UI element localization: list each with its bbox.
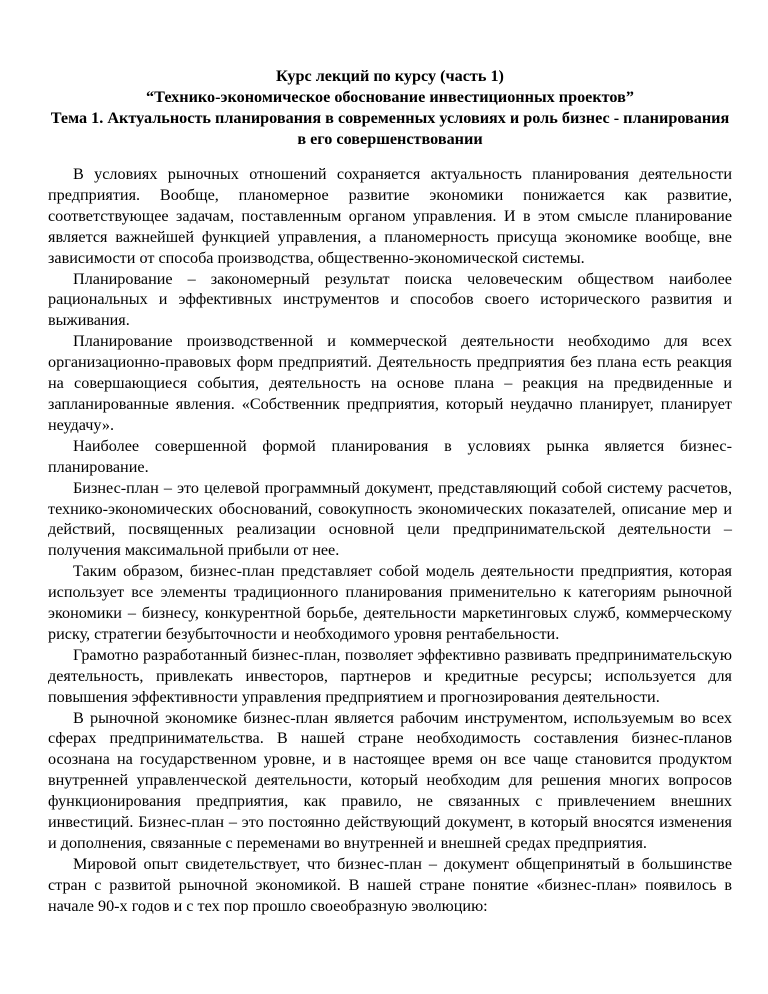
document-header	[48, 66, 732, 150]
paragraph: Мировой опыт свидетельствует, что бизнес-план – документ общепринятый в большинстве стран с развитой рыночной экономикой. В нашей стране понятие «бизнес-план» появилось в начале 90-х годов и с тех пор прошло своеобразную эволюцию:	[48, 854, 732, 915]
course-title: Курс лекций по курсу (часть 1)	[276, 67, 504, 85]
course-subject: “Технико-экономическое обоснование инвестиционных проектов”	[146, 88, 634, 106]
paragraph: Бизнес-план – это целевой программный документ, представляющий собой систему расчетов, технико-экономических обоснований, совокупность экономических показателей, описание мер и действий, посвященных реализации основной цели предпринимательской деятельности – получения максимальной прибыли от нее.	[48, 478, 732, 560]
paragraph: Таким образом, бизнес-план представляет собой модель деятельности предприятия, которая использует все элементы традиционного планирования применительно к категориям рыночной экономики – бизнесу, конкурентной борьбе, деятельности маркетинговых служб, коммерческому риску, стратегии безубыточности и необходимого уровня рентабельности.	[48, 562, 732, 643]
paragraph: Грамотно разработанный бизнес-план, позволяет эффективно развивать предпринимательскую деятельность, привлекать инвесторов, партнеров и кредитные ресурсы; используется для повышения эффективности управления предприятием и прогнозирования деятельности.	[48, 645, 732, 706]
paragraph: Планирование – закономерный результат поиска человеческим обществом наиболее рациональных и эффективных инструментов и способов своего исторического развития и выживания.	[48, 269, 732, 330]
paragraph: В рыночной экономике бизнес-план является рабочим инструментом, используемым во всех сферах предпринимательства. В нашей стране необходимость составления бизнес-планов осознана на государственном уровне, и в настоящее время он все чаще становится продуктом внутренней управленческой деятельности, который необходим для решения многих вопросов функционирования предприятия, как правило, не связанных с привлечением внешних инвестиций. Бизнес-план – это постоянно действующий документ, в который вносятся изменения и дополнения, связанные с переменами во внутренней и внешней средах предприятия.	[48, 708, 732, 852]
paragraph: Планирование производственной и коммерческой деятельности необходимо для всех организационно-правовых форм предприятий. Деятельность предприятия без плана есть реакция на совершающиеся события, деятельность на основе плана – реакция на предвиденные и запланированные явления. «Собственник предприятия, который неудачно планирует, планирует неудачу».	[48, 332, 732, 434]
document-body	[48, 66, 732, 917]
paragraph: Наиболее совершенной формой планирования в условиях рынка является бизнес-планирование.	[48, 436, 732, 476]
topic-title: Тема 1. Актуальность планирования в современных условиях и роль бизнес - планирования в его совершенствовании	[50, 109, 730, 148]
paragraph: В условиях рыночных отношений сохраняется актуальность планирования деятельности предприятия. Вообще, планомерное развитие экономики понижается как развитие, соответствующее задачам, поставленным органом управления. И в этом смысле планирование является важнейшей функцией управления, а планомерность присуща экономике вообще, вне зависимости от способа производства, общественно-экономической системы.	[48, 165, 732, 267]
